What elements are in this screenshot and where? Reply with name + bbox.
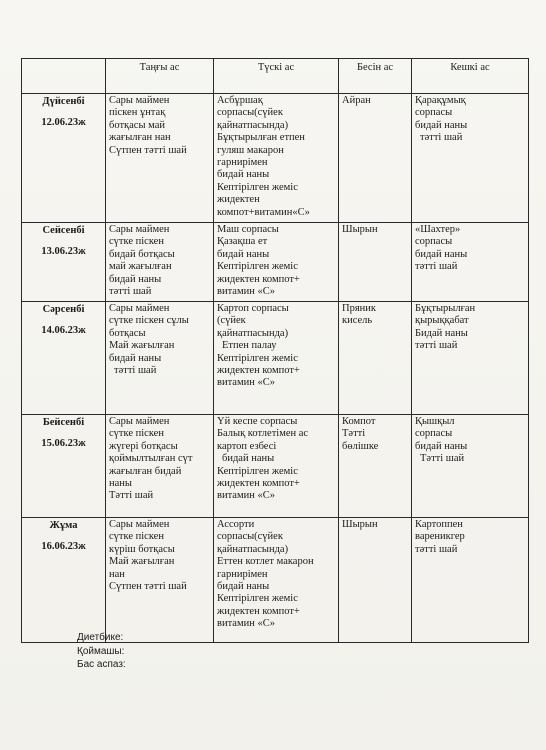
day-name: Жұма (49, 520, 78, 531)
menu-line: Картоп сорпасы (217, 303, 289, 314)
snack-cell (339, 223, 412, 302)
header-breakfast: Таңғы ас (106, 59, 214, 94)
dinner-cell (412, 415, 529, 518)
menu-line: бидай наны (415, 440, 468, 452)
dinner-cell (412, 94, 529, 223)
menu-line: бидай наны (415, 248, 468, 260)
snack-cell (339, 518, 412, 643)
menu-line: бидай наны (217, 248, 270, 260)
menu-line: Етпен палау (222, 340, 277, 352)
table-row (22, 415, 529, 518)
menu-line: гарнирімен (217, 157, 268, 169)
lunch-cell (214, 94, 339, 223)
dinner-cell (412, 302, 529, 415)
menu-line: бидай наны (109, 273, 162, 285)
signature-head-cook: Бас аспаз: (77, 659, 126, 670)
menu-line: сүтке піскен (109, 428, 164, 440)
menu-line: Айран (342, 95, 371, 106)
breakfast-cell (106, 302, 214, 415)
menu-line: витамин «С» (217, 618, 275, 630)
menu-line: вареникгер (415, 531, 465, 543)
menu-line: Сары маймен (109, 303, 170, 314)
lunch-cell (214, 518, 339, 643)
day-cell (22, 302, 106, 415)
menu-line: гарнирімен (217, 568, 268, 580)
menu-line: ботқасы май (109, 119, 165, 131)
menu-line: ботқасы (109, 327, 146, 339)
menu-line: қоймылтылған сүт (109, 453, 193, 465)
menu-line: Пряник (342, 303, 377, 314)
header-dinner: Кешкі ас (412, 59, 529, 94)
menu-line: Шырын (342, 224, 378, 235)
menu-line: май жағылған (109, 261, 172, 273)
dinner-cell (412, 518, 529, 643)
day-name: Сәрсенбі (42, 304, 85, 315)
menu-line: Кептірілген жеміс (217, 181, 298, 193)
menu-line: сорпасы(сүйек (217, 531, 283, 543)
menu-line: тәтті шай (114, 365, 157, 377)
menu-line: жидектен компот+ (217, 478, 300, 490)
menu-line: бидай наны (222, 453, 275, 465)
table-row (22, 518, 529, 643)
day-date: 15.06.23ж (41, 438, 86, 450)
day-name: Дүйсенбі (42, 96, 85, 107)
menu-line: Компот (342, 416, 376, 427)
menu-line: тәтті шай (415, 340, 458, 352)
table-row (22, 94, 529, 223)
weekly-menu-table (21, 58, 529, 643)
menu-line: Маш сорпасы (217, 224, 279, 235)
menu-line: кисель (342, 315, 373, 327)
menu-line: Сары маймен (109, 224, 170, 235)
snack-cell (339, 415, 412, 518)
menu-line: Қазақша ет (217, 236, 268, 248)
menu-line: піскен ұнтақ (109, 107, 166, 119)
menu-line: жидектен компот+ (217, 605, 300, 617)
menu-line: жидектен (217, 194, 260, 206)
day-cell (22, 223, 106, 302)
menu-line: Балық котлетімен ас (217, 428, 309, 440)
menu-line: «Шахтер» (415, 224, 461, 235)
menu-line: витамин «С» (217, 286, 275, 298)
menu-line: бидай наны (217, 169, 270, 181)
menu-line: тәтті шай (415, 261, 458, 273)
breakfast-cell (106, 518, 214, 643)
day-date: 13.06.23ж (41, 246, 86, 258)
menu-line: Ассорти (217, 519, 255, 530)
header-snack: Бесін ас (339, 59, 412, 94)
day-cell (22, 94, 106, 223)
menu-line: нан (109, 568, 125, 580)
lunch-cell (214, 223, 339, 302)
menu-line: Май жағылған (109, 340, 175, 352)
day-date: 16.06.23ж (41, 541, 86, 553)
menu-line: Қарақұмық (415, 95, 466, 106)
menu-line: сорпасы (415, 107, 453, 119)
menu-line: Сүтпен тәтті шай (109, 144, 187, 156)
menu-line: бидай наны (109, 352, 162, 364)
menu-line: тәтті шай (109, 286, 152, 298)
day-date: 14.06.23ж (41, 325, 86, 337)
signature-block (77, 631, 126, 672)
lunch-cell (214, 415, 339, 518)
menu-line: сорпасы (415, 236, 453, 248)
menu-line: Кептірілген жеміс (217, 465, 298, 477)
menu-line: бөлішке (342, 440, 379, 452)
menu-line: Кептірілген жеміс (217, 261, 298, 273)
day-cell (22, 518, 106, 643)
menu-line: витамин «С» (217, 490, 275, 502)
menu-line: Тәтті шай (420, 453, 465, 465)
dinner-cell (412, 223, 529, 302)
menu-line: Кептірілген жеміс (217, 352, 298, 364)
snack-cell (339, 302, 412, 415)
header-day (22, 59, 106, 94)
menu-line: сорпасы(сүйек (217, 107, 283, 119)
menu-line: сүтке піскен (109, 531, 164, 543)
menu-line: Шырын (342, 519, 378, 530)
snack-cell (339, 94, 412, 223)
menu-line: Сары маймен (109, 519, 170, 530)
menu-line: қырыққабат (415, 315, 469, 327)
menu-line: жағылған нан (109, 132, 171, 144)
menu-line: қайнатпасында) (217, 543, 289, 555)
table-row (22, 223, 529, 302)
day-cell (22, 415, 106, 518)
menu-line: Бұқтырылған етпен (217, 132, 305, 144)
menu-line: жидектен компот+ (217, 365, 300, 377)
menu-line: бидай наны (415, 119, 468, 131)
header-row (22, 59, 529, 94)
day-date: 12.06.23ж (41, 117, 86, 129)
menu-line: Картоппен (415, 519, 463, 530)
menu-line: тәтті шай (420, 132, 463, 144)
menu-line: Сары маймен (109, 95, 170, 106)
menu-line: Тәтті шай (109, 490, 154, 502)
lunch-cell (214, 302, 339, 415)
menu-line: Сары маймен (109, 416, 170, 427)
menu-line: Қышқыл (415, 416, 455, 427)
menu-line: компот+витамин«С» (217, 206, 310, 218)
menu-line: гуляш макарон (217, 144, 284, 156)
breakfast-cell (106, 223, 214, 302)
menu-line: жүгері ботқасы (109, 440, 178, 452)
menu-line: сүтке піскен (109, 236, 164, 248)
menu-line: Сүтпен тәтті шай (109, 581, 187, 593)
menu-line: Тәтті (342, 428, 366, 440)
day-name: Бейсенбі (42, 417, 85, 428)
menu-line: тәтті шай (415, 543, 458, 555)
menu-line: жидектен компот+ (217, 273, 300, 285)
day-name: Сейсенбі (42, 225, 85, 236)
menu-line: Үй кеспе сорпасы (217, 416, 298, 427)
signature-dietitian: Диетбике: (77, 632, 124, 643)
menu-line: Бидай наны (415, 327, 468, 339)
menu-line: жағылған бидай (109, 465, 182, 477)
signature-storekeeper: Қоймашы: (77, 645, 125, 657)
menu-line: қайнатпасында) (217, 327, 289, 339)
menu-line: сүтке піскен сұлы (109, 315, 189, 327)
menu-line: қайнатпасында) (217, 119, 289, 131)
menu-line: наны (109, 478, 132, 490)
menu-line: Еттен котлет макарон (217, 556, 314, 568)
menu-line: бидай наны (217, 581, 270, 593)
header-lunch: Түскі ас (214, 59, 339, 94)
menu-line: (сүйек (217, 315, 246, 327)
menu-line: Бұқтырылған (415, 303, 476, 314)
menu-line: күріш ботқасы (109, 543, 175, 555)
menu-line: Кептірілген жеміс (217, 593, 298, 605)
menu-line: картоп езбесі (217, 440, 277, 452)
menu-line: сорпасы (415, 428, 453, 440)
menu-line: витамин «С» (217, 377, 275, 389)
breakfast-cell (106, 94, 214, 223)
table-row (22, 302, 529, 415)
menu-line: Май жағылған (109, 556, 175, 568)
menu-line: бидай ботқасы (109, 248, 175, 260)
breakfast-cell (106, 415, 214, 518)
menu-line: Асбұршақ (217, 95, 263, 106)
